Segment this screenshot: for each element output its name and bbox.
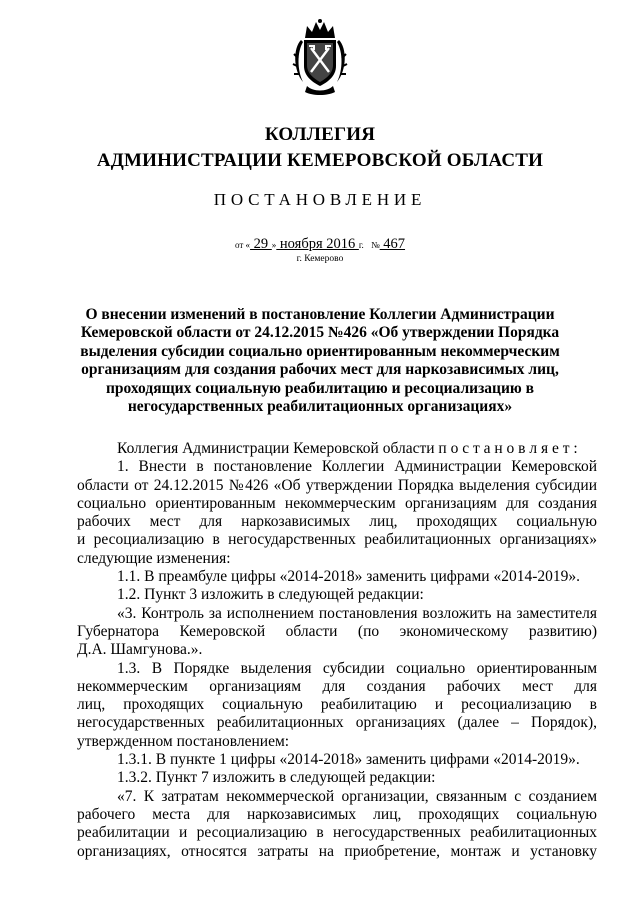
number-label: № xyxy=(371,240,380,250)
intro-paragraph xyxy=(77,440,597,458)
body-line: негосударственных реабилитационных организациях (далее – Порядок), xyxy=(77,714,597,732)
intro-decree-word: п о с т а н о в л я е т : xyxy=(438,440,578,457)
title-line: проходящих социальную реабилитацию и ресоциализацию в xyxy=(105,379,535,397)
body-line: области от 24.12.2015 №426 «Об утверждении Порядка выделения субсидии xyxy=(77,476,597,494)
title-line: негосударственных реабилитационных организациях» xyxy=(127,398,513,416)
body-line: организациях, относятся затраты на приобретение, монтаж и установку xyxy=(77,842,597,860)
body-line: рабочих мест для наркозависимых лиц, проходящих социальную xyxy=(77,513,597,531)
document-number: 467 xyxy=(379,236,406,252)
body-line: 1. Внести в постановление Коллегии Администрации Кемеровской xyxy=(117,458,597,476)
body-line: 1.2. Пункт 3 изложить в следующей редакции: xyxy=(117,586,424,604)
date-line xyxy=(0,236,640,253)
body-line: и ресоциализацию в негосударственных реабилитационных организациях» xyxy=(77,531,597,549)
title-line: Кемеровской области от 24.12.2015 №426 «Об утверждении Порядка xyxy=(80,324,560,342)
body-line: 1.3.2. Пункт 7 изложить в следующей редакции: xyxy=(117,769,436,787)
intro-text: Коллегия Администрации Кемеровской области xyxy=(117,440,435,457)
body-line: «3. Контроль за исполнением постановления возложить на заместителя xyxy=(117,604,597,622)
coat-of-arms-emblem xyxy=(291,18,349,96)
body-line: рабочего места для наркозависимых лиц, проходящих социальную xyxy=(77,805,597,823)
date-sep: » xyxy=(271,240,277,250)
document-body xyxy=(77,440,597,861)
body-line: некоммерческим организациям для создания рабочих мест для xyxy=(77,677,597,695)
document-title xyxy=(60,306,580,416)
title-line: О внесении изменений в постановление Коллегии Администрации xyxy=(85,306,555,323)
title-line: организациям для создания рабочих мест для наркозависимых лиц, xyxy=(81,361,559,379)
body-line: 1.3. В Порядке выделения субсидии социально ориентированным xyxy=(117,659,597,677)
body-line: лиц, проходящих социальную реабилитацию и ресоциализацию в xyxy=(77,696,597,714)
date-year-suffix: г. xyxy=(358,240,364,250)
date-prefix: от « xyxy=(234,240,251,250)
body-line: социально ориентированным некоммерческим организациям для создания xyxy=(77,494,597,512)
body-line: утвержденном постановлением: xyxy=(77,732,290,750)
title-line: выделения субсидии социально ориентированным некоммерческим xyxy=(80,342,560,360)
body-line: Губернатора Кемеровской области (по экономическому развитию) xyxy=(77,622,597,640)
document-type: ПОСТАНОВЛЕНИЕ xyxy=(213,190,427,209)
date-month-year: ноября 2016 xyxy=(276,236,359,252)
body-line: 1.1. В преамбуле цифры «2014-2018» заменить цифрами «2014-2019». xyxy=(117,568,580,586)
header-collegium: КОЛЛЕГИЯ xyxy=(264,124,376,145)
body-line: следующие изменения: xyxy=(77,549,231,567)
city: г. Кемерово xyxy=(296,254,344,264)
body-line: реабилитации и ресоциализацию в негосударственных реабилитационных xyxy=(77,824,597,842)
date-day: 29 xyxy=(250,236,272,252)
body-line: Д.А. Шамгунова.». xyxy=(77,641,203,659)
body-line: 1.3.1. В пункте 1 цифры «2014-2018» заменить цифрами «2014-2019». xyxy=(117,751,580,769)
header-administration: АДМИНИСТРАЦИИ КЕМЕРОВСКОЙ ОБЛАСТИ xyxy=(96,150,544,171)
body-line: «7. К затратам некоммерческой организации, связанным с созданием xyxy=(117,787,597,805)
